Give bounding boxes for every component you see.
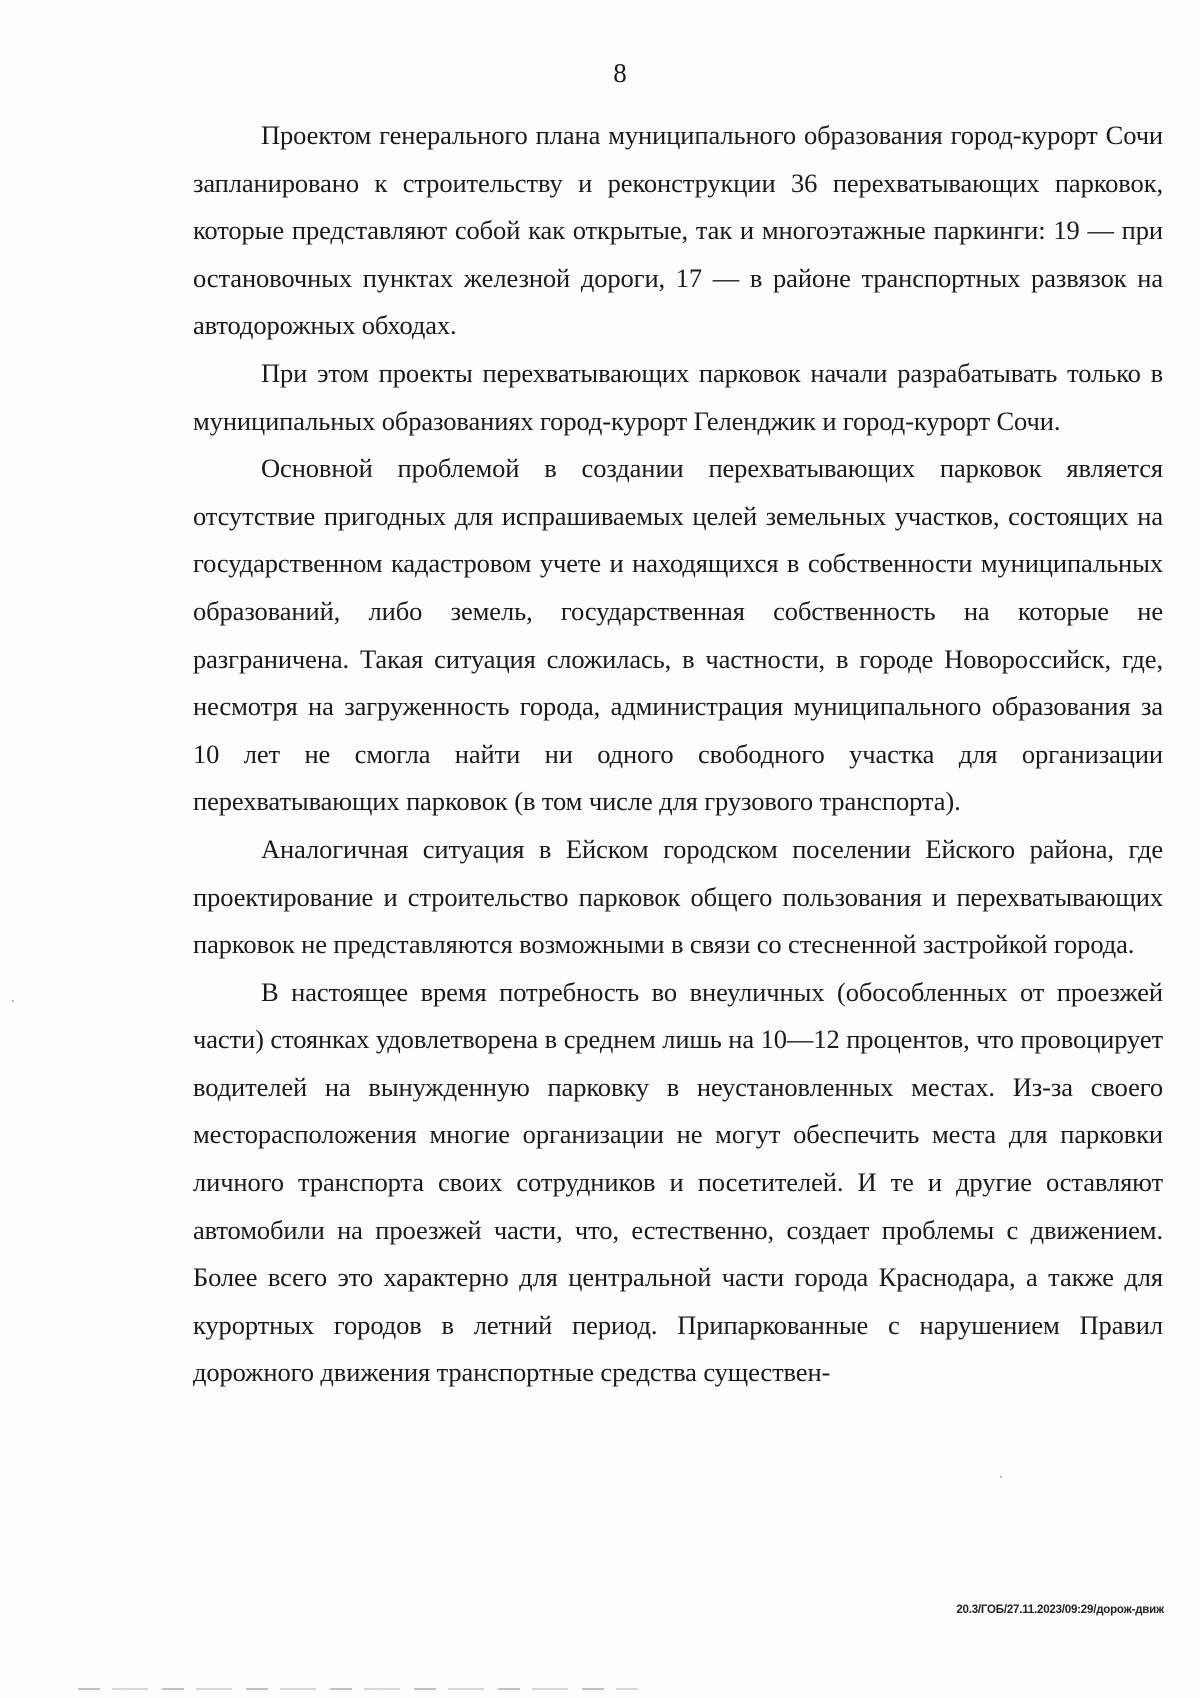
paragraph-5: В настоящее время потребность во внеуличных (обособленных от проезжей части) стоянках удовлетворена в среднем лишь на 10—12 процентов, что провоцирует водителей на вынужденную парковку в неустановленных местах. Из-за своего месторасположения многие организации не могут обеспечить места для парковки личного транспорта своих сотрудников и посетителей. И те и другие оставляют автомобили на проезжей части, что, естественно, создает проблемы с движением. Более всего это характерно для центральной части города Краснодара, а также для курортных городов в летний период. Припаркованные с нарушением Правил дорожного движения транспортные средства существен- [193,976,1163,1388]
paragraph-2: При этом проекты перехватывающих парковок начали разрабатывать только в муниципальных образованиях город-курорт Геленджик и город-курорт Сочи. [193,357,1163,436]
scan-edge-artifact [78,1688,638,1690]
scan-dot-artifact [12,1000,14,1002]
page-number: 8 [613,58,627,88]
paragraph-4: Аналогичная ситуация в Ейском городском поселении Ейского района, где проектирование и строительство парковок общего пользования и перехватывающих парковок не представляются возможными в связи со стесненной застройкой города. [193,833,1163,960]
document-reference-code: 20.3/ГОБ/27.11.2023/09:29/дорож-движ [956,1604,1164,1616]
body-text [193,112,1163,1397]
paragraph-3: Основной проблемой в создании перехватывающих парковок является отсутствие пригодных для испрашиваемых целей земельных участков, состоящих на государственном кадастровом учете и находящихся в собственности муниципальных образований, либо земель, государственная собственность на которые не разграничена. Такая ситуация сложилась, в частности, в городе Новороссийск, где, несмотря на загруженность города, администрация муниципального образования за 10 лет не смогла найти ни одного свободного участка для организации перехватывающих парковок (в том числе для грузового транспорта). [193,453,1163,817]
paragraph-1: Проектом генерального плана муниципального образования город-курорт Сочи запланировано к строительству и реконструкции 36 перехватывающих парковок, которые представляют собой как открытые, так и многоэтажные паркинги: 19 — при остановочных пунктах железной дороги, 17 — в районе транспортных развязок на автодорожных обходах. [193,120,1163,341]
scan-dot-artifact [1000,1476,1002,1478]
